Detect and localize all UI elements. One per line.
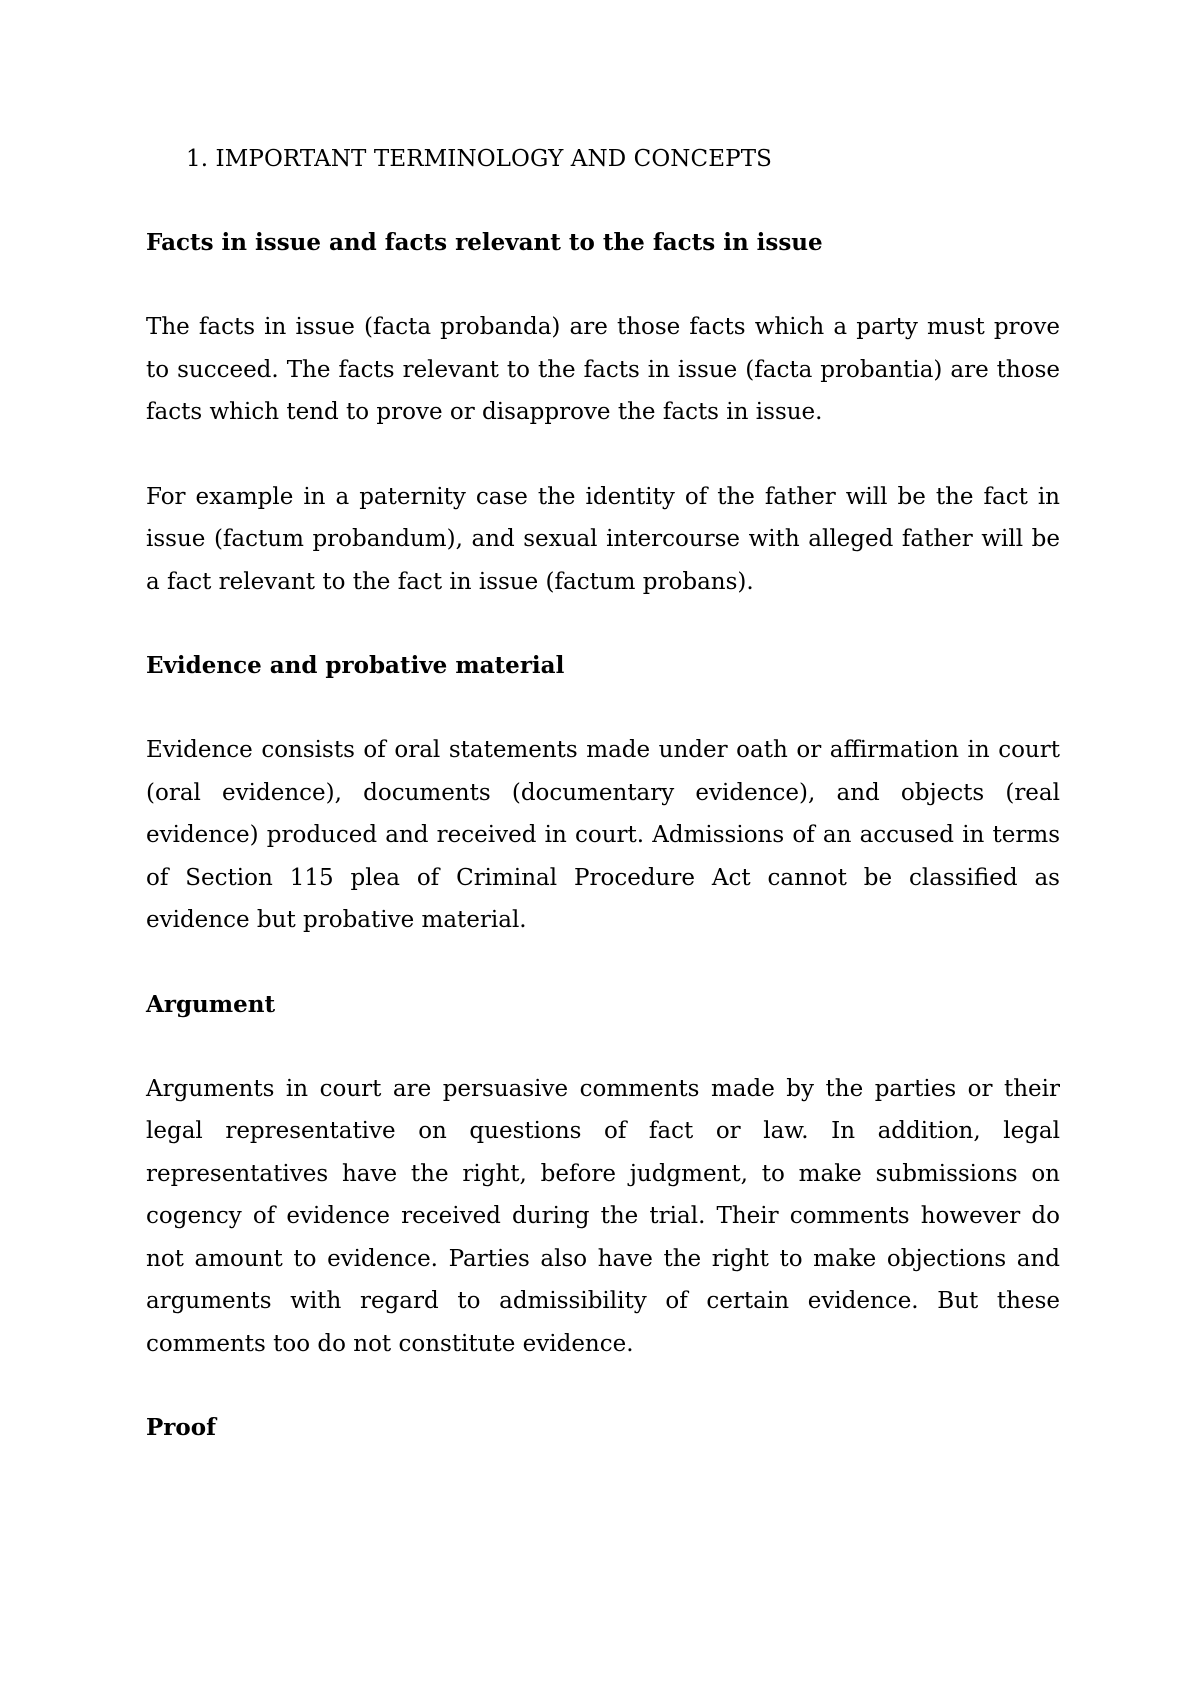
paragraph-evidence-definition: Evidence consists of oral statements made under oath or affirmation in court (oral evidence), documents (documentary evidence), and objects (real evidence) produced and received in court. Admissions of an accused in terms of Section 115 plea of Criminal Procedure Act cannot be classified as evidence but probative material. <box>146 737 1060 933</box>
paragraph-facts-in-issue-definition: The facts in issue (facta probanda) are those facts which a party must prove to succeed. The facts relevant to the facts in issue (facta probantia) are those facts which tend to prove or disapprove the facts in issue. <box>146 314 1060 425</box>
paragraph-paternity-example: For example in a paternity case the identity of the father will be the fact in issue (factum probandum), and sexual intercourse with alleged father will be a fact relevant to the fact in issue (factum probans). <box>146 483 1060 595</box>
paragraph-argument-definition: Arguments in court are persuasive comments made by the parties or their legal representative on questions of fact or law. In addition, legal representatives have the right, before judgment, to make submissions on cogency of evidence received during the trial. Their comments however do not amount to evidence. Parties also have the right to make objections and arguments with regard to admissibility of certain evidence. But these comments too do not constitute evidence. <box>146 1075 1060 1357</box>
section-heading-proof: Proof <box>146 1414 216 1441</box>
document-body <box>146 138 1060 1449</box>
section-heading-evidence: Evidence and probative material <box>146 652 565 679</box>
chapter-title: 1. IMPORTANT TERMINOLOGY AND CONCEPTS <box>186 146 772 172</box>
section-heading-argument: Argument <box>146 990 276 1018</box>
section-heading-facts-in-issue: Facts in issue and facts relevant to the facts in issue <box>146 229 823 256</box>
